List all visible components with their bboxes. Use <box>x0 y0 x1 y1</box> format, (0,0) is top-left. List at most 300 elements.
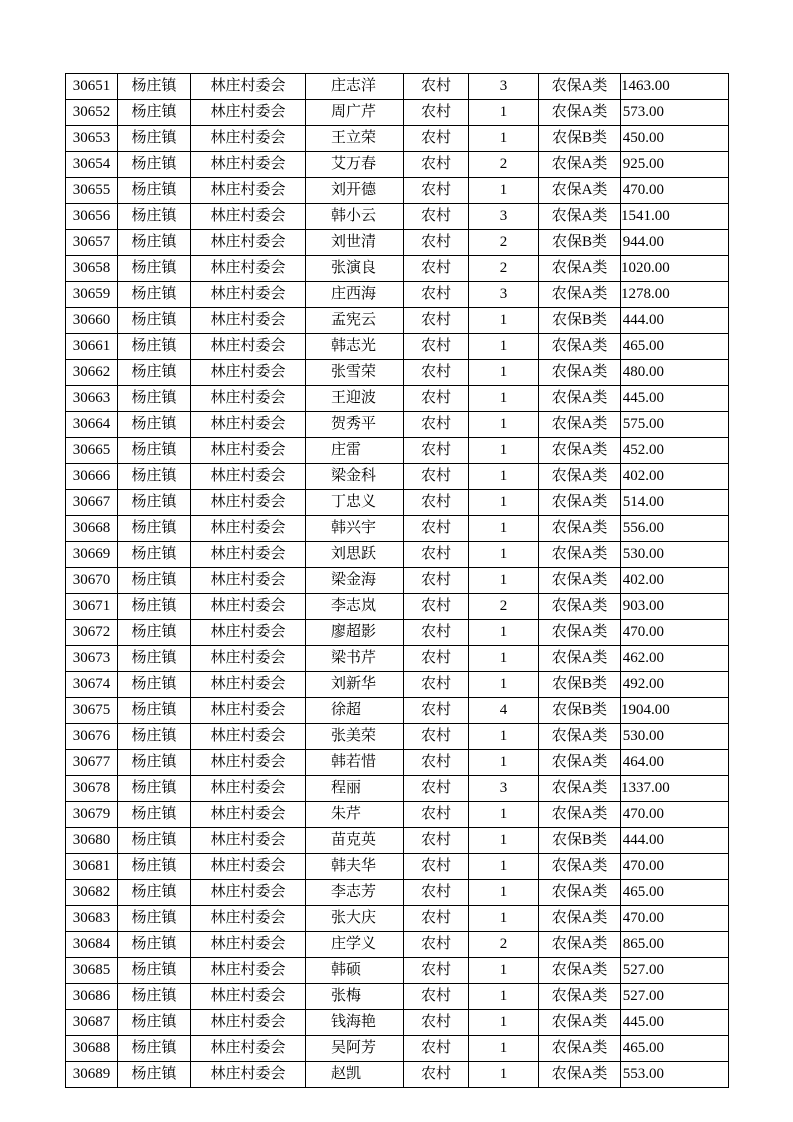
record-id-cell: 30675 <box>66 698 118 724</box>
residence-type-cell: 农村 <box>404 74 469 100</box>
residence-type-cell: 农村 <box>404 880 469 906</box>
person-name-cell: 庄西海 <box>306 282 404 308</box>
village-committee-cell: 林庄村委会 <box>191 776 306 802</box>
person-count-cell: 2 <box>469 594 539 620</box>
person-count-cell: 1 <box>469 724 539 750</box>
village-committee-cell: 林庄村委会 <box>191 230 306 256</box>
person-count-cell: 1 <box>469 360 539 386</box>
table-row <box>66 932 729 958</box>
record-id-cell: 30652 <box>66 100 118 126</box>
insurance-category-cell: 农保A类 <box>539 282 621 308</box>
amount-cell: 470.00 <box>621 906 729 932</box>
person-name-cell: 李志岚 <box>306 594 404 620</box>
town-cell: 杨庄镇 <box>118 178 191 204</box>
amount-cell: 575.00 <box>621 412 729 438</box>
table-row <box>66 438 729 464</box>
record-id-cell: 30673 <box>66 646 118 672</box>
town-cell: 杨庄镇 <box>118 984 191 1010</box>
table-row <box>66 958 729 984</box>
amount-cell: 556.00 <box>621 516 729 542</box>
village-committee-cell: 林庄村委会 <box>191 568 306 594</box>
amount-cell: 1278.00 <box>621 282 729 308</box>
insurance-category-cell: 农保B类 <box>539 698 621 724</box>
table-body <box>66 74 729 1088</box>
person-count-cell: 1 <box>469 620 539 646</box>
person-name-cell: 张大庆 <box>306 906 404 932</box>
village-committee-cell: 林庄村委会 <box>191 854 306 880</box>
insurance-category-cell: 农保A类 <box>539 542 621 568</box>
person-count-cell: 1 <box>469 516 539 542</box>
person-name-cell: 梁金科 <box>306 464 404 490</box>
village-committee-cell: 林庄村委会 <box>191 464 306 490</box>
record-id-cell: 30681 <box>66 854 118 880</box>
village-committee-cell: 林庄村委会 <box>191 672 306 698</box>
village-committee-cell: 林庄村委会 <box>191 178 306 204</box>
table-row <box>66 256 729 282</box>
record-id-cell: 30685 <box>66 958 118 984</box>
person-count-cell: 3 <box>469 282 539 308</box>
insurance-category-cell: 农保A类 <box>539 334 621 360</box>
benefit-table <box>65 73 729 1088</box>
person-name-cell: 贺秀平 <box>306 412 404 438</box>
town-cell: 杨庄镇 <box>118 360 191 386</box>
insurance-category-cell: 农保A类 <box>539 1062 621 1088</box>
town-cell: 杨庄镇 <box>118 412 191 438</box>
town-cell: 杨庄镇 <box>118 802 191 828</box>
residence-type-cell: 农村 <box>404 1010 469 1036</box>
person-count-cell: 1 <box>469 542 539 568</box>
town-cell: 杨庄镇 <box>118 620 191 646</box>
record-id-cell: 30663 <box>66 386 118 412</box>
town-cell: 杨庄镇 <box>118 932 191 958</box>
village-committee-cell: 林庄村委会 <box>191 360 306 386</box>
amount-cell: 925.00 <box>621 152 729 178</box>
village-committee-cell: 林庄村委会 <box>191 386 306 412</box>
insurance-category-cell: 农保A类 <box>539 750 621 776</box>
residence-type-cell: 农村 <box>404 802 469 828</box>
village-committee-cell: 林庄村委会 <box>191 256 306 282</box>
town-cell: 杨庄镇 <box>118 204 191 230</box>
person-count-cell: 2 <box>469 932 539 958</box>
amount-cell: 1904.00 <box>621 698 729 724</box>
record-id-cell: 30680 <box>66 828 118 854</box>
person-name-cell: 钱海艳 <box>306 1010 404 1036</box>
village-committee-cell: 林庄村委会 <box>191 594 306 620</box>
insurance-category-cell: 农保A类 <box>539 178 621 204</box>
person-count-cell: 1 <box>469 1010 539 1036</box>
person-name-cell: 李志芳 <box>306 880 404 906</box>
table-row <box>66 906 729 932</box>
village-committee-cell: 林庄村委会 <box>191 724 306 750</box>
residence-type-cell: 农村 <box>404 932 469 958</box>
town-cell: 杨庄镇 <box>118 568 191 594</box>
insurance-category-cell: 农保A类 <box>539 412 621 438</box>
town-cell: 杨庄镇 <box>118 646 191 672</box>
record-id-cell: 30651 <box>66 74 118 100</box>
residence-type-cell: 农村 <box>404 672 469 698</box>
amount-cell: 527.00 <box>621 958 729 984</box>
person-count-cell: 1 <box>469 100 539 126</box>
table-row <box>66 620 729 646</box>
village-committee-cell: 林庄村委会 <box>191 126 306 152</box>
record-id-cell: 30666 <box>66 464 118 490</box>
town-cell: 杨庄镇 <box>118 256 191 282</box>
residence-type-cell: 农村 <box>404 958 469 984</box>
record-id-cell: 30671 <box>66 594 118 620</box>
person-name-cell: 艾万春 <box>306 152 404 178</box>
insurance-category-cell: 农保A类 <box>539 74 621 100</box>
person-name-cell: 韩硕 <box>306 958 404 984</box>
amount-cell: 445.00 <box>621 386 729 412</box>
person-count-cell: 1 <box>469 672 539 698</box>
person-name-cell: 韩志光 <box>306 334 404 360</box>
person-name-cell: 刘新华 <box>306 672 404 698</box>
amount-cell: 530.00 <box>621 542 729 568</box>
person-count-cell: 1 <box>469 854 539 880</box>
record-id-cell: 30658 <box>66 256 118 282</box>
residence-type-cell: 农村 <box>404 620 469 646</box>
person-count-cell: 3 <box>469 74 539 100</box>
residence-type-cell: 农村 <box>404 568 469 594</box>
person-count-cell: 1 <box>469 568 539 594</box>
record-id-cell: 30668 <box>66 516 118 542</box>
village-committee-cell: 林庄村委会 <box>191 542 306 568</box>
table-row <box>66 516 729 542</box>
person-name-cell: 苗克英 <box>306 828 404 854</box>
record-id-cell: 30679 <box>66 802 118 828</box>
insurance-category-cell: 农保A类 <box>539 932 621 958</box>
person-count-cell: 3 <box>469 776 539 802</box>
table-row <box>66 386 729 412</box>
insurance-category-cell: 农保B类 <box>539 308 621 334</box>
person-name-cell: 张演良 <box>306 256 404 282</box>
insurance-category-cell: 农保A类 <box>539 776 621 802</box>
insurance-category-cell: 农保A类 <box>539 646 621 672</box>
residence-type-cell: 农村 <box>404 152 469 178</box>
table-row <box>66 230 729 256</box>
amount-cell: 514.00 <box>621 490 729 516</box>
table-row <box>66 828 729 854</box>
amount-cell: 865.00 <box>621 932 729 958</box>
town-cell: 杨庄镇 <box>118 698 191 724</box>
amount-cell: 465.00 <box>621 1036 729 1062</box>
record-id-cell: 30657 <box>66 230 118 256</box>
amount-cell: 1020.00 <box>621 256 729 282</box>
town-cell: 杨庄镇 <box>118 490 191 516</box>
amount-cell: 452.00 <box>621 438 729 464</box>
insurance-category-cell: 农保A类 <box>539 464 621 490</box>
insurance-category-cell: 农保B类 <box>539 672 621 698</box>
record-id-cell: 30655 <box>66 178 118 204</box>
person-name-cell: 韩若惜 <box>306 750 404 776</box>
town-cell: 杨庄镇 <box>118 776 191 802</box>
record-id-cell: 30669 <box>66 542 118 568</box>
record-id-cell: 30661 <box>66 334 118 360</box>
person-count-cell: 1 <box>469 1062 539 1088</box>
insurance-category-cell: 农保A类 <box>539 802 621 828</box>
amount-cell: 903.00 <box>621 594 729 620</box>
record-id-cell: 30674 <box>66 672 118 698</box>
person-name-cell: 丁忠义 <box>306 490 404 516</box>
residence-type-cell: 农村 <box>404 594 469 620</box>
table-row <box>66 1010 729 1036</box>
residence-type-cell: 农村 <box>404 230 469 256</box>
village-committee-cell: 林庄村委会 <box>191 906 306 932</box>
person-count-cell: 1 <box>469 984 539 1010</box>
record-id-cell: 30687 <box>66 1010 118 1036</box>
insurance-category-cell: 农保A类 <box>539 1036 621 1062</box>
residence-type-cell: 农村 <box>404 542 469 568</box>
residence-type-cell: 农村 <box>404 1062 469 1088</box>
residence-type-cell: 农村 <box>404 750 469 776</box>
record-id-cell: 30689 <box>66 1062 118 1088</box>
residence-type-cell: 农村 <box>404 360 469 386</box>
record-id-cell: 30654 <box>66 152 118 178</box>
residence-type-cell: 农村 <box>404 204 469 230</box>
person-name-cell: 王立荣 <box>306 126 404 152</box>
table-row <box>66 724 729 750</box>
residence-type-cell: 农村 <box>404 828 469 854</box>
amount-cell: 402.00 <box>621 568 729 594</box>
person-name-cell: 刘思跃 <box>306 542 404 568</box>
person-count-cell: 1 <box>469 958 539 984</box>
insurance-category-cell: 农保A类 <box>539 984 621 1010</box>
insurance-category-cell: 农保B类 <box>539 230 621 256</box>
table-row <box>66 152 729 178</box>
person-name-cell: 赵凯 <box>306 1062 404 1088</box>
residence-type-cell: 农村 <box>404 100 469 126</box>
amount-cell: 470.00 <box>621 854 729 880</box>
table-row <box>66 776 729 802</box>
town-cell: 杨庄镇 <box>118 906 191 932</box>
insurance-category-cell: 农保A类 <box>539 854 621 880</box>
residence-type-cell: 农村 <box>404 126 469 152</box>
residence-type-cell: 农村 <box>404 282 469 308</box>
person-count-cell: 2 <box>469 152 539 178</box>
table-row <box>66 568 729 594</box>
record-id-cell: 30660 <box>66 308 118 334</box>
village-committee-cell: 林庄村委会 <box>191 438 306 464</box>
person-count-cell: 4 <box>469 698 539 724</box>
village-committee-cell: 林庄村委会 <box>191 828 306 854</box>
town-cell: 杨庄镇 <box>118 1036 191 1062</box>
town-cell: 杨庄镇 <box>118 1010 191 1036</box>
table-row <box>66 542 729 568</box>
person-name-cell: 韩夫华 <box>306 854 404 880</box>
residence-type-cell: 农村 <box>404 906 469 932</box>
table-row <box>66 74 729 100</box>
village-committee-cell: 林庄村委会 <box>191 932 306 958</box>
residence-type-cell: 农村 <box>404 412 469 438</box>
amount-cell: 553.00 <box>621 1062 729 1088</box>
town-cell: 杨庄镇 <box>118 542 191 568</box>
village-committee-cell: 林庄村委会 <box>191 1062 306 1088</box>
insurance-category-cell: 农保A类 <box>539 958 621 984</box>
person-name-cell: 韩小云 <box>306 204 404 230</box>
town-cell: 杨庄镇 <box>118 828 191 854</box>
person-count-cell: 3 <box>469 204 539 230</box>
person-count-cell: 1 <box>469 126 539 152</box>
record-id-cell: 30682 <box>66 880 118 906</box>
person-name-cell: 周广芹 <box>306 100 404 126</box>
person-count-cell: 1 <box>469 490 539 516</box>
village-committee-cell: 林庄村委会 <box>191 1036 306 1062</box>
residence-type-cell: 农村 <box>404 464 469 490</box>
residence-type-cell: 农村 <box>404 724 469 750</box>
town-cell: 杨庄镇 <box>118 152 191 178</box>
table-row <box>66 282 729 308</box>
town-cell: 杨庄镇 <box>118 74 191 100</box>
insurance-category-cell: 农保A类 <box>539 516 621 542</box>
person-count-cell: 1 <box>469 750 539 776</box>
person-name-cell: 程丽 <box>306 776 404 802</box>
table-row <box>66 1036 729 1062</box>
village-committee-cell: 林庄村委会 <box>191 646 306 672</box>
residence-type-cell: 农村 <box>404 334 469 360</box>
residence-type-cell: 农村 <box>404 438 469 464</box>
person-name-cell: 张美荣 <box>306 724 404 750</box>
table-row <box>66 594 729 620</box>
person-count-cell: 1 <box>469 464 539 490</box>
amount-cell: 402.00 <box>621 464 729 490</box>
amount-cell: 573.00 <box>621 100 729 126</box>
amount-cell: 480.00 <box>621 360 729 386</box>
village-committee-cell: 林庄村委会 <box>191 516 306 542</box>
person-name-cell: 刘开德 <box>306 178 404 204</box>
amount-cell: 465.00 <box>621 334 729 360</box>
table-row <box>66 204 729 230</box>
table-row <box>66 698 729 724</box>
amount-cell: 445.00 <box>621 1010 729 1036</box>
town-cell: 杨庄镇 <box>118 594 191 620</box>
town-cell: 杨庄镇 <box>118 672 191 698</box>
village-committee-cell: 林庄村委会 <box>191 802 306 828</box>
person-count-cell: 1 <box>469 334 539 360</box>
village-committee-cell: 林庄村委会 <box>191 490 306 516</box>
amount-cell: 450.00 <box>621 126 729 152</box>
residence-type-cell: 农村 <box>404 854 469 880</box>
record-id-cell: 30662 <box>66 360 118 386</box>
person-count-cell: 1 <box>469 646 539 672</box>
table-row <box>66 308 729 334</box>
town-cell: 杨庄镇 <box>118 464 191 490</box>
insurance-category-cell: 农保A类 <box>539 152 621 178</box>
residence-type-cell: 农村 <box>404 256 469 282</box>
amount-cell: 470.00 <box>621 802 729 828</box>
village-committee-cell: 林庄村委会 <box>191 152 306 178</box>
amount-cell: 465.00 <box>621 880 729 906</box>
insurance-category-cell: 农保A类 <box>539 100 621 126</box>
person-name-cell: 张雪荣 <box>306 360 404 386</box>
amount-cell: 444.00 <box>621 828 729 854</box>
person-name-cell: 庄雷 <box>306 438 404 464</box>
record-id-cell: 30686 <box>66 984 118 1010</box>
person-name-cell: 廖超影 <box>306 620 404 646</box>
town-cell: 杨庄镇 <box>118 854 191 880</box>
table-row <box>66 750 729 776</box>
amount-cell: 1337.00 <box>621 776 729 802</box>
amount-cell: 470.00 <box>621 178 729 204</box>
record-id-cell: 30670 <box>66 568 118 594</box>
person-name-cell: 刘世清 <box>306 230 404 256</box>
record-id-cell: 30677 <box>66 750 118 776</box>
village-committee-cell: 林庄村委会 <box>191 958 306 984</box>
insurance-category-cell: 农保A类 <box>539 490 621 516</box>
insurance-category-cell: 农保A类 <box>539 594 621 620</box>
amount-cell: 464.00 <box>621 750 729 776</box>
person-count-cell: 1 <box>469 828 539 854</box>
record-id-cell: 30683 <box>66 906 118 932</box>
record-id-cell: 30653 <box>66 126 118 152</box>
residence-type-cell: 农村 <box>404 776 469 802</box>
table-row <box>66 672 729 698</box>
amount-cell: 527.00 <box>621 984 729 1010</box>
table-row <box>66 984 729 1010</box>
insurance-category-cell: 农保A类 <box>539 256 621 282</box>
person-name-cell: 徐超 <box>306 698 404 724</box>
insurance-category-cell: 农保A类 <box>539 724 621 750</box>
record-id-cell: 30672 <box>66 620 118 646</box>
record-id-cell: 30684 <box>66 932 118 958</box>
town-cell: 杨庄镇 <box>118 282 191 308</box>
amount-cell: 462.00 <box>621 646 729 672</box>
table-row <box>66 412 729 438</box>
table-row <box>66 178 729 204</box>
insurance-category-cell: 农保A类 <box>539 620 621 646</box>
person-count-cell: 1 <box>469 308 539 334</box>
village-committee-cell: 林庄村委会 <box>191 880 306 906</box>
person-name-cell: 庄学义 <box>306 932 404 958</box>
record-id-cell: 30676 <box>66 724 118 750</box>
town-cell: 杨庄镇 <box>118 880 191 906</box>
village-committee-cell: 林庄村委会 <box>191 750 306 776</box>
town-cell: 杨庄镇 <box>118 334 191 360</box>
amount-cell: 444.00 <box>621 308 729 334</box>
table-row <box>66 360 729 386</box>
insurance-category-cell: 农保A类 <box>539 438 621 464</box>
insurance-category-cell: 农保A类 <box>539 1010 621 1036</box>
residence-type-cell: 农村 <box>404 984 469 1010</box>
person-count-cell: 1 <box>469 438 539 464</box>
residence-type-cell: 农村 <box>404 308 469 334</box>
residence-type-cell: 农村 <box>404 490 469 516</box>
person-count-cell: 1 <box>469 1036 539 1062</box>
town-cell: 杨庄镇 <box>118 516 191 542</box>
record-id-cell: 30664 <box>66 412 118 438</box>
insurance-category-cell: 农保A类 <box>539 386 621 412</box>
residence-type-cell: 农村 <box>404 698 469 724</box>
residence-type-cell: 农村 <box>404 386 469 412</box>
person-count-cell: 1 <box>469 802 539 828</box>
person-count-cell: 2 <box>469 256 539 282</box>
person-count-cell: 1 <box>469 386 539 412</box>
person-name-cell: 孟宪云 <box>306 308 404 334</box>
amount-cell: 1463.00 <box>621 74 729 100</box>
village-committee-cell: 林庄村委会 <box>191 412 306 438</box>
town-cell: 杨庄镇 <box>118 100 191 126</box>
residence-type-cell: 农村 <box>404 646 469 672</box>
town-cell: 杨庄镇 <box>118 750 191 776</box>
town-cell: 杨庄镇 <box>118 438 191 464</box>
residence-type-cell: 农村 <box>404 516 469 542</box>
person-count-cell: 1 <box>469 412 539 438</box>
person-name-cell: 朱芹 <box>306 802 404 828</box>
town-cell: 杨庄镇 <box>118 126 191 152</box>
record-id-cell: 30656 <box>66 204 118 230</box>
amount-cell: 1541.00 <box>621 204 729 230</box>
table-row <box>66 490 729 516</box>
table-row <box>66 464 729 490</box>
